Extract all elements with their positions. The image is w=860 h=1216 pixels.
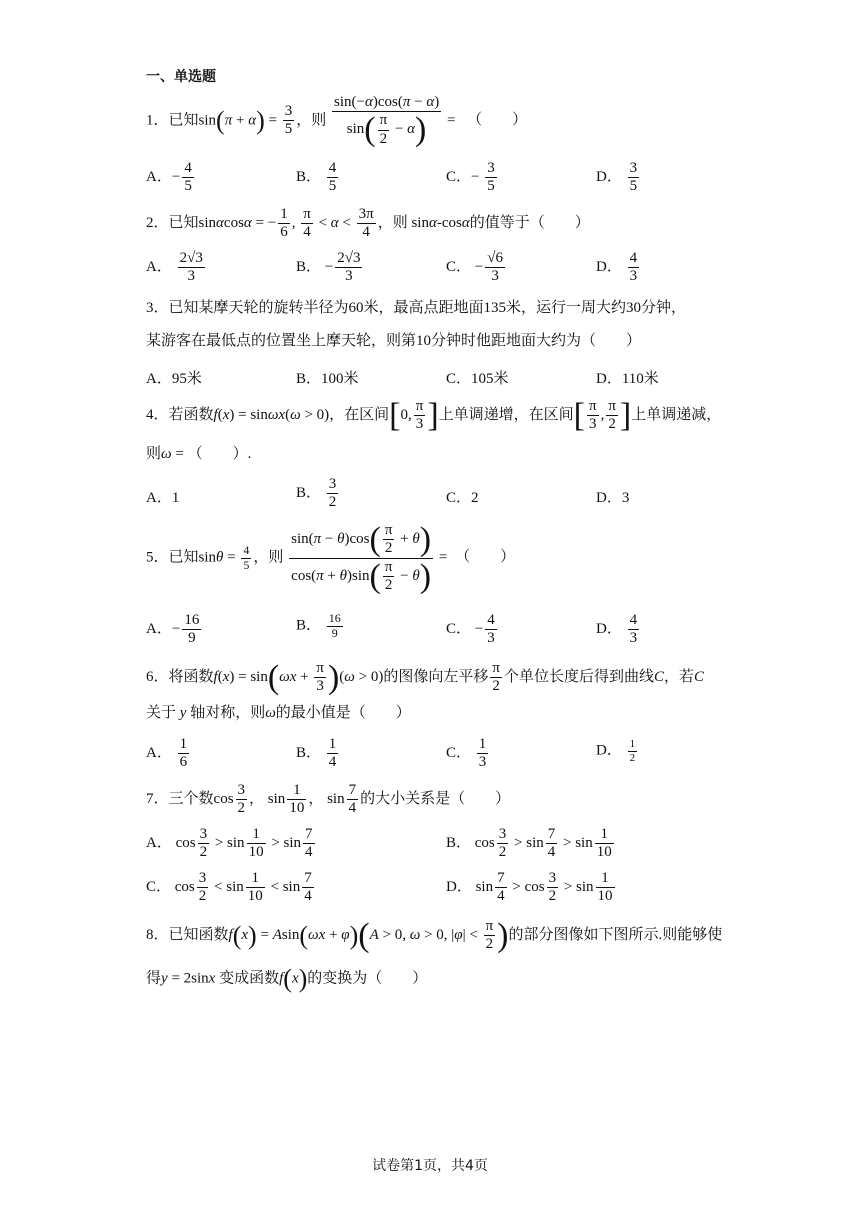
- q1-option-a[interactable]: A．− $\frac{4}{5}$: [146, 160, 192, 195]
- question-7: 7．三个数cos $\frac{3}{2}$ ， sin $\frac{1}{10}$ ， sin $\frac{7}{4}$ 的大小关系是（ ）: [146, 782, 511, 817]
- q3-option-a[interactable]: A．95米: [146, 371, 202, 387]
- section-title: 一、单选题: [146, 69, 216, 85]
- question-8-line2: 得y = 2sinx 变成函数f(x)的变换为（ ）: [146, 964, 428, 993]
- q4-option-b[interactable]: B． $\frac{3}{2}$: [296, 476, 337, 511]
- q5-option-c[interactable]: C． − $\frac{4}{3}$: [446, 612, 495, 647]
- q1-option-d[interactable]: D． $\frac{3}{5}$: [596, 160, 638, 195]
- q6-option-a[interactable]: A． $\frac{1}{6}$: [146, 736, 188, 771]
- q2-option-c[interactable]: C． − $\frac{√6}{3}$: [446, 250, 503, 285]
- q7-option-a[interactable]: A． cos $\frac{3}{2}$ > sin $\frac{1}{10}$ > sin $\frac{7}{4}$: [146, 826, 313, 861]
- q6-option-d[interactable]: D． $\frac{1}{2}$: [596, 738, 636, 764]
- q2-option-d[interactable]: D． $\frac{4}{3}$: [596, 250, 638, 285]
- q1-option-c[interactable]: C．− $\frac{3}{5}$: [446, 160, 495, 195]
- q2-option-b[interactable]: B． − $\frac{2√3}{3}$: [296, 250, 361, 285]
- question-8-line1: 8．已知函数f(x) = Asin(ωx + φ)(A > 0, ω > 0, |φ| < $\frac{\pi}{2}$ )的部分图像如下图所示.则能够使: [146, 916, 723, 954]
- q2-option-a[interactable]: A． $\frac{2√3}{3}$: [146, 250, 203, 285]
- question-5: 5．已知sinθ = $\frac{4}{5}$ ，则 sin(π − θ)cos( $\frac{\pi}{2}$ + θ) cos(π + θ)sin( $\frac{\pi}{2}$ − θ) = （ ）: [146, 520, 516, 595]
- q1-option-b[interactable]: B． $\frac{4}{5}$: [296, 160, 337, 195]
- question-4-line2: 则ω = （ ）.: [146, 446, 252, 462]
- question-3-line1: 3．已知某摩天轮的旋转半径为60米，最高点距地面135米，运行一周大约30分钟，: [146, 300, 687, 316]
- q5-option-b[interactable]: B． $\frac{16}{9}$: [296, 611, 341, 640]
- q6-option-b[interactable]: B． $\frac{1}{4}$: [296, 736, 337, 771]
- q3-option-d[interactable]: D．110米: [596, 371, 659, 387]
- q3-option-c[interactable]: C．105米: [446, 371, 509, 387]
- q7-option-b[interactable]: B． cos $\frac{3}{2}$ > sin $\frac{7}{4}$ > sin $\frac{1}{10}$: [446, 826, 612, 861]
- q4-option-c[interactable]: C．2: [446, 490, 479, 506]
- q5-option-d[interactable]: D． $\frac{4}{3}$: [596, 612, 638, 647]
- page-footer: 试卷第1页，共4页: [372, 1158, 488, 1174]
- question-3-line2: 某游客在最低点的位置坐上摩天轮，则第10分钟时他距地面大约为（ ）: [146, 333, 642, 349]
- q7-option-d[interactable]: D． sin $\frac{7}{4}$ > cos $\frac{3}{2}$ > sin $\frac{1}{10}$: [446, 870, 613, 905]
- question-2: 2．已知sinαcosα = − $\frac{1}{6}$ , $\frac{\pi}{4}$ < α < $\frac{3\pi}{4}$ ，则 sinα-cosα的值等于（ ）: [146, 206, 590, 241]
- q6-option-c[interactable]: C． $\frac{1}{3}$: [446, 736, 487, 771]
- q4-option-d[interactable]: D．3: [596, 490, 630, 506]
- question-6-line2: 关于 y 轴对称，则ω的最小值是（ ）: [146, 705, 411, 721]
- question-1: 1．已知sin(π + α) = $\frac{3}{5}$ ，则 sin(−α)cos(π − α) sin( $\frac{\pi}{2}$ − α) = （ ）: [146, 94, 528, 148]
- question-4-line1: 4．若函数f(x) = sinωx(ω > 0)，在区间[0, $\frac{\pi}{3}$ ]上单调递增，在区间[ $\frac{\pi}{3}$ , $\frac{\pi}{2}$ ]上单调递减，: [146, 396, 722, 434]
- q7-option-c[interactable]: C． cos $\frac{3}{2}$ < sin $\frac{1}{10}$ < sin $\frac{7}{4}$: [146, 870, 312, 905]
- question-6-line1: 6．将函数f(x) = sin(ωx + $\frac{\pi}{3}$ )(ω > 0)的图像向左平移 $\frac{\pi}{2}$ 个单位长度后得到曲线C，若C: [146, 658, 705, 696]
- q3-option-b[interactable]: B．100米: [296, 371, 359, 387]
- q5-option-a[interactable]: A．− $\frac{16}{9}$: [146, 612, 200, 647]
- q4-option-a[interactable]: A．1: [146, 490, 180, 506]
